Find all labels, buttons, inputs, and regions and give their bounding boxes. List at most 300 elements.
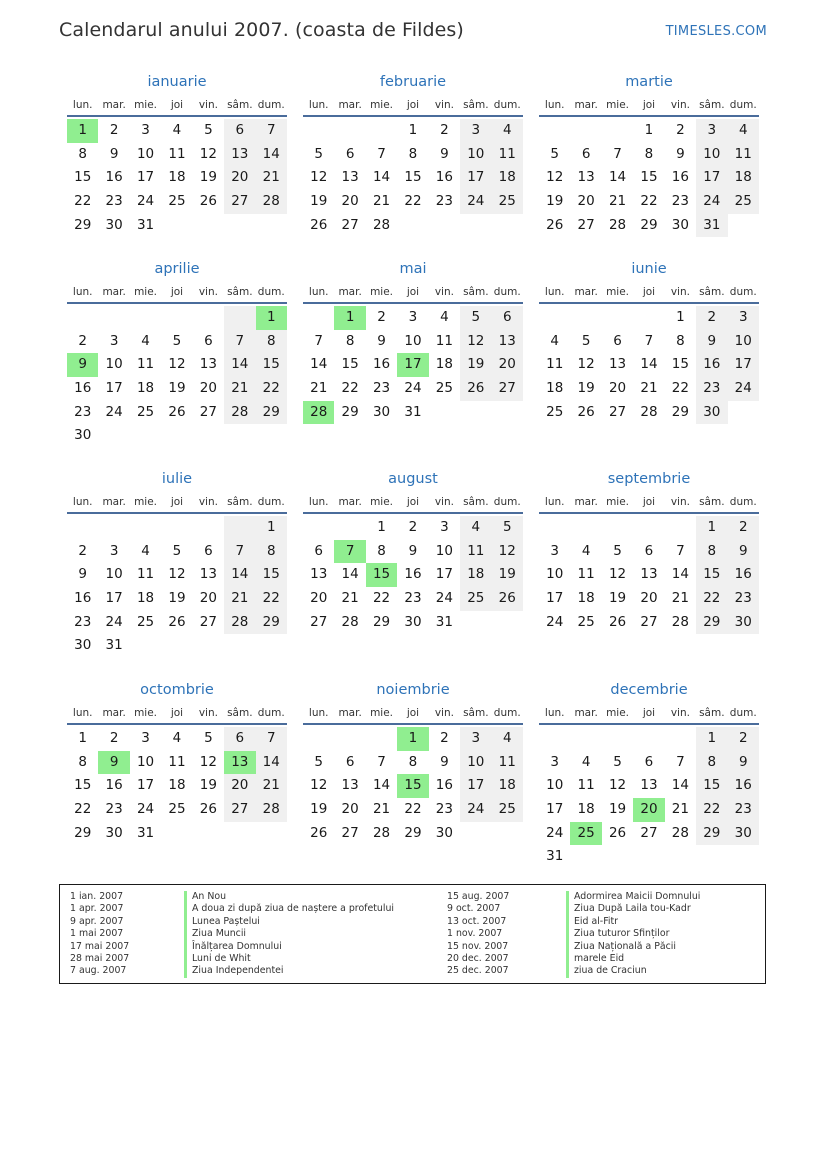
weekday-label: sâm. (227, 99, 253, 111)
day-cell: 18 (577, 801, 595, 818)
day-cell: 17 (435, 566, 453, 583)
day-cell: 14 (372, 777, 391, 794)
day-cell: 4 (460, 516, 491, 540)
empty-cell (256, 424, 287, 448)
weekday-label: sâm. (463, 707, 489, 719)
day-cell: 18 (136, 590, 155, 607)
day-cell: 7 (256, 119, 287, 143)
weekday-label: joi (642, 707, 656, 719)
day-cell: 29 (256, 611, 287, 635)
day-cell: 4 (172, 730, 182, 746)
day-cell: 11 (460, 540, 491, 564)
day-cell: 9 (696, 330, 727, 354)
holiday-name: An Nou (184, 891, 394, 903)
day-cell: 5 (172, 332, 182, 349)
day-cell: 20 (608, 380, 627, 397)
day-cell: 14 (256, 143, 287, 167)
weekday-label: joi (170, 496, 184, 508)
day-cell: 21 (224, 377, 255, 401)
day-cell: 13 (492, 330, 523, 354)
day-cell: 1 (696, 516, 727, 540)
month-name: iunie (631, 261, 667, 277)
holiday-date: 15 nov. 2007 (447, 940, 509, 952)
day-cell: 7 (377, 753, 386, 770)
day-cell: 20 (640, 590, 658, 607)
day-cell: 31 (546, 848, 564, 865)
weekday-label: mar. (102, 707, 126, 719)
day-cell: 12 (608, 566, 627, 583)
day-cell: 23 (74, 403, 92, 420)
day-cell: 26 (199, 801, 217, 818)
day-cell: 9 (377, 332, 386, 349)
empty-cell (256, 214, 287, 238)
day-cell: 4 (440, 309, 449, 325)
weekday-label: dum. (729, 286, 757, 298)
weekday-label: mie. (606, 707, 630, 719)
day-cell: 11 (577, 777, 595, 794)
empty-cell (728, 845, 759, 869)
weekday-label: sâm. (463, 496, 489, 508)
empty-cell (130, 516, 161, 540)
day-cell: 21 (372, 193, 391, 210)
weekday-label: joi (170, 99, 184, 111)
day-cell: 10 (546, 566, 564, 583)
day-cell: 15 (366, 563, 397, 587)
day-cell: 17 (546, 801, 564, 818)
day-cell: 15 (256, 353, 287, 377)
day-cell: 1 (676, 309, 685, 325)
weekday-label: mie. (134, 286, 158, 298)
empty-cell (161, 634, 192, 658)
day-cell: 12 (310, 777, 328, 794)
empty-cell (602, 727, 633, 751)
empty-cell (429, 401, 460, 425)
weekday-header (67, 492, 287, 514)
month-februarie (303, 72, 523, 237)
empty-cell (130, 424, 161, 448)
weekday-label: mar. (574, 707, 598, 719)
day-cell: 20 (199, 380, 217, 397)
month-octombrie (67, 680, 287, 845)
brand-link[interactable]: TIMESLES.COM (665, 24, 767, 39)
weekday-label: lun. (72, 707, 93, 719)
day-cell: 26 (199, 193, 217, 210)
day-cell: 25 (168, 193, 186, 210)
day-cell: 2 (109, 122, 119, 138)
day-cell: 19 (546, 193, 564, 210)
day-cell: 17 (105, 380, 123, 397)
day-cell: 11 (168, 145, 186, 162)
holidays-box (59, 884, 766, 984)
day-cell: 29 (404, 824, 422, 841)
weekday-header (303, 282, 523, 304)
days-grid (539, 516, 759, 634)
day-cell: 27 (310, 613, 328, 630)
day-cell: 30 (404, 613, 422, 630)
empty-cell (602, 845, 633, 869)
empty-cell (460, 611, 491, 635)
day-cell: 18 (577, 590, 595, 607)
days-grid (303, 119, 523, 237)
weekday-label: joi (170, 286, 184, 298)
day-cell: 18 (492, 774, 523, 798)
day-cell: 26 (168, 613, 186, 630)
day-cell: 16 (74, 590, 92, 607)
day-cell: 4 (492, 727, 523, 751)
day-cell: 20 (341, 193, 359, 210)
day-cell: 6 (492, 306, 523, 330)
day-cell: 27 (224, 798, 255, 822)
day-cell: 16 (372, 356, 391, 373)
day-cell: 21 (671, 801, 689, 818)
weekday-label: sâm. (227, 707, 253, 719)
empty-cell (161, 424, 192, 448)
day-cell: 31 (105, 637, 123, 654)
weekday-label: mie. (134, 707, 158, 719)
day-cell: 13 (640, 777, 658, 794)
weekday-label: mie. (370, 99, 394, 111)
day-cell: 24 (728, 377, 759, 401)
weekday-label: mar. (338, 286, 362, 298)
empty-cell (303, 119, 334, 143)
empty-cell (460, 401, 491, 425)
weekday-label: dum. (257, 99, 285, 111)
day-cell: 12 (577, 356, 595, 373)
days-grid (67, 727, 287, 845)
day-cell: 23 (372, 380, 391, 397)
weekday-label: mar. (574, 286, 598, 298)
holiday-date: 1 mai 2007 (70, 928, 124, 940)
day-cell: 31 (136, 216, 155, 233)
weekday-label: joi (642, 286, 656, 298)
day-cell: 3 (440, 519, 449, 535)
day-cell: 17 (696, 166, 727, 190)
day-cell: 24 (435, 590, 453, 607)
day-cell: 11 (435, 332, 453, 349)
day-cell: 16 (74, 380, 92, 397)
day-cell: 29 (256, 401, 287, 425)
day-cell: 6 (345, 753, 355, 770)
holiday-date: 1 nov. 2007 (447, 928, 503, 940)
day-cell: 1 (256, 516, 287, 540)
day-cell: 27 (199, 403, 217, 420)
day-cell: 30 (728, 611, 759, 635)
day-cell: 9 (676, 145, 685, 162)
weekday-label: vin. (198, 707, 218, 719)
month-name: octombrie (140, 682, 214, 698)
day-cell: 22 (640, 193, 658, 210)
day-cell: 1 (67, 119, 98, 143)
day-cell: 21 (224, 587, 255, 611)
day-cell: 3 (728, 306, 759, 330)
days-grid (303, 306, 523, 424)
day-cell: 14 (224, 353, 255, 377)
day-cell: 7 (334, 540, 365, 564)
day-cell: 12 (310, 169, 328, 186)
day-cell: 25 (546, 403, 564, 420)
day-cell: 12 (608, 777, 627, 794)
weekday-label: mar. (338, 496, 362, 508)
day-cell: 26 (577, 403, 595, 420)
day-cell: 16 (105, 169, 123, 186)
empty-cell (161, 516, 192, 540)
days-grid (539, 727, 759, 869)
day-cell: 16 (105, 777, 123, 794)
day-cell: 13 (640, 566, 658, 583)
day-cell: 18 (728, 166, 759, 190)
day-cell: 23 (74, 613, 92, 630)
weekday-header (67, 95, 287, 117)
day-cell: 15 (696, 774, 727, 798)
weekday-label: vin. (434, 496, 454, 508)
day-cell: 23 (105, 193, 123, 210)
day-cell: 25 (577, 613, 595, 630)
weekday-label: dum. (257, 496, 285, 508)
day-cell: 2 (109, 730, 119, 746)
empty-cell (539, 306, 570, 330)
month-name: martie (625, 74, 673, 90)
day-cell: 27 (341, 216, 359, 233)
empty-cell (728, 401, 759, 425)
day-cell: 8 (256, 540, 287, 564)
day-cell: 20 (341, 801, 359, 818)
day-cell: 26 (310, 824, 328, 841)
day-cell: 11 (728, 143, 759, 167)
month-mai (303, 259, 523, 424)
empty-cell (570, 119, 601, 143)
day-cell: 17 (460, 166, 491, 190)
day-cell: 30 (728, 822, 759, 846)
day-cell: 15 (74, 169, 92, 186)
day-cell: 22 (404, 801, 422, 818)
weekday-label: vin. (670, 99, 690, 111)
day-cell: 12 (199, 145, 217, 162)
day-cell: 16 (404, 566, 422, 583)
day-cell: 2 (440, 122, 449, 138)
holiday-date: 7 aug. 2007 (70, 965, 127, 977)
day-cell: 24 (136, 193, 155, 210)
day-cell: 30 (696, 401, 727, 425)
day-cell: 23 (696, 377, 727, 401)
empty-cell (460, 214, 491, 238)
weekday-label: dum. (257, 286, 285, 298)
empty-cell (633, 845, 664, 869)
weekday-header (539, 703, 759, 725)
weekday-header (539, 95, 759, 117)
day-cell: 30 (105, 216, 123, 233)
day-cell: 19 (168, 380, 186, 397)
weekday-label: dum. (729, 496, 757, 508)
day-cell: 29 (74, 824, 92, 841)
day-cell: 24 (546, 613, 564, 630)
holiday-name: Ziua Națională a Păcii (566, 941, 700, 953)
day-cell: 21 (256, 166, 287, 190)
day-cell: 16 (435, 777, 453, 794)
empty-cell (161, 822, 192, 846)
empty-cell (366, 727, 397, 751)
weekday-label: lun. (308, 707, 329, 719)
day-cell: 29 (671, 403, 689, 420)
day-cell: 13 (341, 777, 359, 794)
day-cell: 20 (224, 166, 255, 190)
day-cell: 27 (341, 824, 359, 841)
day-cell: 1 (256, 306, 287, 330)
empty-cell (224, 424, 255, 448)
day-cell: 9 (728, 751, 759, 775)
weekday-label: joi (170, 707, 184, 719)
day-cell: 21 (372, 801, 391, 818)
day-cell: 8 (345, 332, 355, 349)
day-cell: 10 (460, 143, 491, 167)
day-cell: 23 (728, 587, 759, 611)
day-cell: 17 (136, 777, 155, 794)
day-cell: 16 (696, 353, 727, 377)
holiday-name: A doua zi după ziua de naștere a profetului (184, 903, 394, 915)
holiday-name: Eid al-Fitr (566, 916, 700, 928)
day-cell: 23 (435, 193, 453, 210)
day-cell: 26 (460, 377, 491, 401)
day-cell: 28 (372, 824, 391, 841)
day-cell: 28 (671, 824, 689, 841)
day-cell: 19 (168, 590, 186, 607)
day-cell: 13 (608, 356, 627, 373)
day-cell: 6 (224, 119, 255, 143)
day-cell: 11 (168, 753, 186, 770)
holiday-date: 1 apr. 2007 (70, 903, 124, 915)
weekday-header (303, 95, 523, 117)
day-cell: 10 (105, 566, 123, 583)
weekday-label: joi (406, 286, 420, 298)
weekday-label: mie. (606, 496, 630, 508)
day-cell: 10 (435, 542, 453, 559)
day-cell: 9 (98, 751, 129, 775)
weekday-label: joi (642, 99, 656, 111)
empty-cell (130, 306, 161, 330)
day-cell: 27 (640, 824, 658, 841)
day-cell: 24 (460, 798, 491, 822)
day-cell: 31 (696, 214, 727, 238)
day-cell: 12 (168, 356, 186, 373)
weekday-label: dum. (493, 286, 521, 298)
empty-cell (460, 822, 491, 846)
day-cell: 14 (256, 751, 287, 775)
day-cell: 26 (168, 403, 186, 420)
holiday-names-left (184, 891, 394, 978)
day-cell: 28 (256, 190, 287, 214)
day-cell: 26 (310, 216, 328, 233)
day-cell: 4 (172, 122, 182, 138)
weekday-label: vin. (434, 99, 454, 111)
day-cell: 27 (640, 613, 658, 630)
day-cell: 14 (224, 563, 255, 587)
weekday-label: sâm. (699, 286, 725, 298)
days-grid (67, 119, 287, 237)
day-cell: 2 (676, 122, 685, 138)
day-cell: 5 (204, 122, 213, 138)
month-name: mai (399, 261, 427, 277)
day-cell: 3 (460, 119, 491, 143)
day-cell: 5 (550, 145, 559, 162)
empty-cell (161, 214, 192, 238)
day-cell: 29 (640, 216, 658, 233)
day-cell: 25 (570, 822, 601, 846)
weekday-label: lun. (308, 496, 329, 508)
day-cell: 28 (372, 216, 391, 233)
day-cell: 30 (435, 824, 453, 841)
day-cell: 24 (696, 190, 727, 214)
empty-cell (492, 822, 523, 846)
month-name: februarie (379, 74, 447, 90)
holiday-date: 20 dec. 2007 (447, 952, 509, 964)
day-cell: 8 (696, 540, 727, 564)
page-title: Calendarul anului 2007. (coasta de Fildes) (59, 19, 464, 41)
empty-cell (224, 306, 255, 330)
day-cell: 14 (640, 356, 658, 373)
empty-cell (98, 516, 129, 540)
day-cell: 4 (581, 753, 591, 770)
weekday-label: lun. (72, 99, 93, 111)
day-cell: 31 (404, 403, 422, 420)
day-cell: 13 (224, 751, 255, 775)
day-cell: 9 (728, 540, 759, 564)
day-cell: 6 (314, 542, 323, 559)
day-cell: 3 (696, 119, 727, 143)
weekday-label: sâm. (463, 99, 489, 111)
day-cell: 15 (256, 563, 287, 587)
day-cell: 14 (608, 169, 627, 186)
day-cell: 28 (640, 403, 658, 420)
day-cell: 13 (577, 169, 595, 186)
day-cell: 31 (435, 613, 453, 630)
weekday-label: mar. (574, 99, 598, 111)
day-cell: 2 (440, 730, 449, 746)
day-cell: 3 (550, 753, 559, 770)
holiday-name: ziua de Craciun (566, 965, 700, 977)
days-grid (303, 727, 523, 845)
holiday-name: marele Eid (566, 953, 700, 965)
day-cell: 22 (696, 798, 727, 822)
day-cell: 10 (460, 751, 491, 775)
day-cell: 8 (644, 145, 654, 162)
day-cell: 26 (608, 613, 627, 630)
day-cell: 9 (67, 353, 98, 377)
day-cell: 21 (310, 380, 328, 397)
day-cell: 28 (608, 216, 627, 233)
day-cell: 21 (608, 193, 627, 210)
weekday-label: lun. (72, 496, 93, 508)
holiday-date: 9 apr. 2007 (70, 915, 124, 927)
weekday-header (303, 492, 523, 514)
day-cell: 24 (460, 190, 491, 214)
day-cell: 22 (404, 193, 422, 210)
day-cell: 23 (671, 193, 689, 210)
weekday-label: dum. (493, 707, 521, 719)
holiday-date: 17 mai 2007 (70, 940, 130, 952)
day-cell: 27 (608, 403, 627, 420)
day-cell: 24 (404, 380, 422, 397)
day-cell: 18 (546, 380, 564, 397)
day-cell: 23 (435, 801, 453, 818)
day-cell: 29 (696, 822, 727, 846)
day-cell: 12 (199, 753, 217, 770)
empty-cell (696, 845, 727, 869)
weekday-label: mar. (102, 286, 126, 298)
holiday-dates-right (447, 891, 509, 978)
day-cell: 12 (460, 330, 491, 354)
day-cell: 6 (345, 145, 355, 162)
month-name: august (388, 471, 438, 487)
month-septembrie (539, 469, 759, 634)
